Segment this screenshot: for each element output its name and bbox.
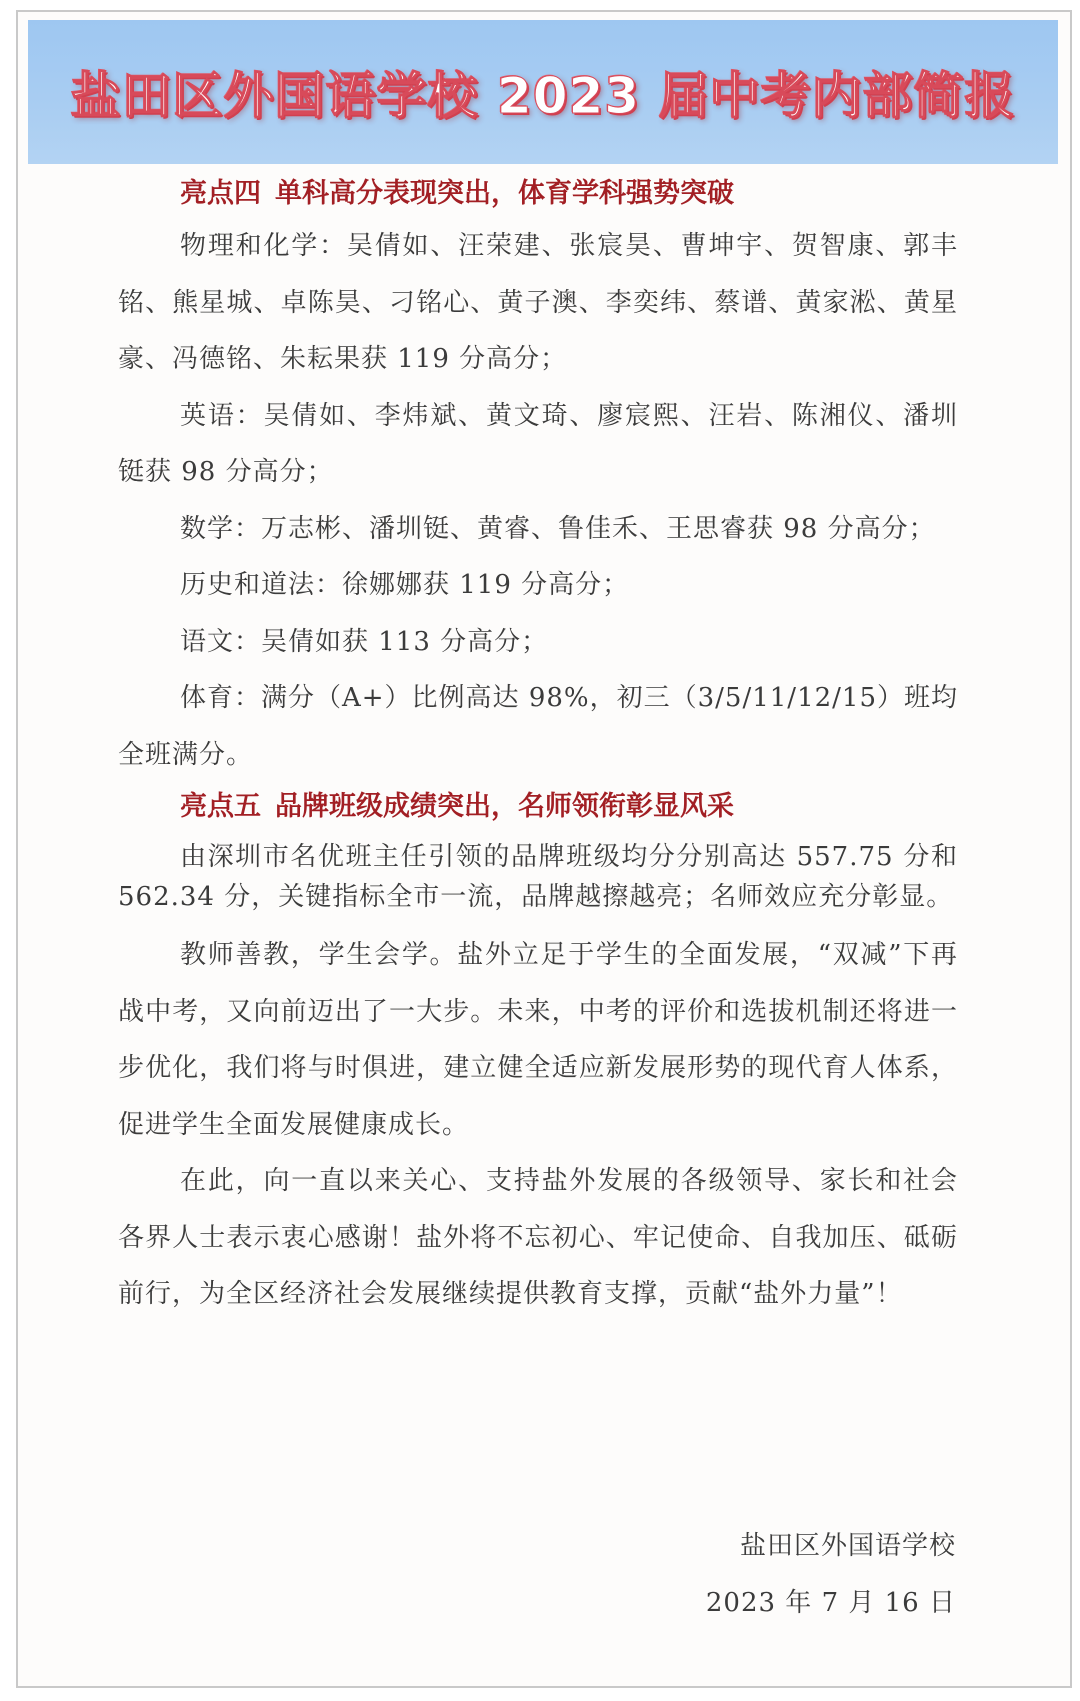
document-body [118, 170, 958, 1323]
paragraph-math: 数学：万志彬、潘圳铤、黄睿、鲁佳禾、王思睿获 98 分高分； [180, 513, 936, 544]
section-label: 亮点五 [180, 791, 261, 822]
paragraph-thanks: 在此，向一直以来关心、支持盐外发展的各级领导、家长和社会各界人士表示衷心感谢！盐外将不忘初心、牢记使命、自我加压、砥砺前行，为全区经济社会发展继续提供教育支撑，贡献“盐外力量”！ [118, 1166, 958, 1309]
section-title: 单科高分表现突出，体育学科强势突破 [275, 178, 734, 209]
paragraph-english: 英语：吴倩如、李炜斌、黄文琦、廖宸熙、汪岩、陈湘仪、潘圳铤获 98 分高分； [118, 400, 958, 487]
paragraph-pe: 体育：满分（A+）比例高达 98%，初三（3/5/11/12/15）班均全班满分。 [118, 683, 958, 770]
paragraph-brand-classes: 由深圳市名优班主任引领的品牌班级均分分别高达 557.75 分和 562.34 分，关键指标全市一流，品牌越擦越亮；名师效应充分彰显。 [118, 842, 958, 912]
signature-date: 2023 年 7 月 16 日 [705, 1588, 956, 1618]
paragraph-history-politics: 历史和道法：徐娜娜获 119 分高分； [180, 570, 630, 600]
section-heading-highlight-4 [180, 170, 958, 218]
section-label: 亮点四 [180, 178, 261, 209]
banner [28, 20, 1058, 164]
section-title: 品牌班级成绩突出，名师领衔彰显风采 [275, 791, 734, 822]
paragraph-physics-chemistry: 物理和化学：吴倩如、汪荣建、张宸昊、曹坤宇、贺智康、郭丰铭、熊星城、卓陈昊、刁铭心、黄子澳、李奕纬、蔡谱、黄家淞、黄星豪、冯德铭、朱耘果获 119 分高分； [118, 231, 958, 374]
section-heading-highlight-5 [180, 783, 958, 831]
banner-title: 盐田区外国语学校 2023 届中考内部简报 [70, 67, 1016, 125]
signature-organization: 盐田区外国语学校 [739, 1531, 956, 1561]
paragraph-teaching: 教师善教，学生会学。盐外立足于学生的全面发展，“双减”下再战中考，又向前迈出了一大步。未来，中考的评价和选拔机制还将进一步优化，我们将与时俱进，建立健全适应新发展形势的现代育人体系，促进学生全面发展健康成长。 [118, 940, 958, 1140]
paragraph-chinese: 语文：吴倩如获 113 分高分； [180, 626, 549, 657]
